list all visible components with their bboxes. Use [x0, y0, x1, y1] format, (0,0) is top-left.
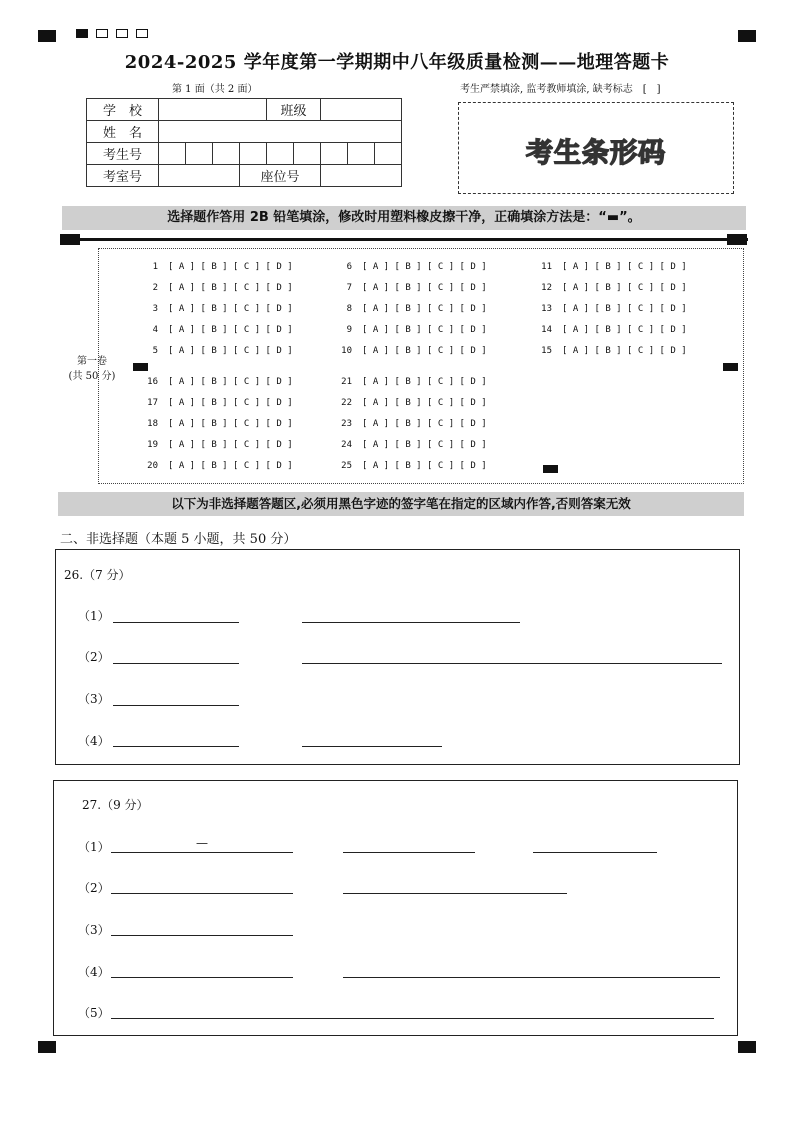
- exam-number-digit[interactable]: [159, 143, 186, 165]
- q27-answer-line[interactable]: [343, 977, 720, 978]
- choice-question[interactable]: [134, 419, 293, 429]
- answer-options[interactable]: [ A ] [ B ] [ C ] [ D ]: [562, 304, 687, 314]
- barcode-area: [458, 102, 734, 194]
- volume-label-line2: (共 50 分): [68, 371, 116, 382]
- q26-sub-1-label: （1）: [78, 609, 110, 623]
- question-26-title: 26.（7 分）: [64, 568, 131, 582]
- exam-number-label: 考生号: [87, 143, 159, 165]
- answer-options[interactable]: [ A ] [ B ] [ C ] [ D ]: [362, 325, 487, 335]
- question-27-answer-box: [53, 780, 738, 1036]
- q26-sub-2-label: （2）: [78, 650, 110, 664]
- question-number: 3: [152, 304, 158, 314]
- question-number: 24: [341, 440, 352, 450]
- question-number: 1: [152, 262, 158, 272]
- registration-mark-bottom-left: [38, 1041, 56, 1053]
- exam-number-digit[interactable]: [321, 143, 348, 165]
- volume-label: [60, 354, 124, 384]
- timing-mark: [723, 363, 738, 371]
- barcode-label: 考生条形码: [526, 138, 666, 169]
- question-number: 12: [541, 283, 552, 293]
- q27-answer-line[interactable]: [343, 893, 567, 894]
- choice-question[interactable]: [528, 283, 687, 293]
- exam-number-digit[interactable]: [213, 143, 240, 165]
- question-number: 21: [341, 377, 352, 387]
- page-indicator-square-3: [116, 29, 128, 38]
- exam-number-digit[interactable]: [375, 143, 402, 165]
- question-number: 5: [152, 346, 158, 356]
- class-field[interactable]: [321, 99, 402, 121]
- question-27-title: 27.（9 分）: [82, 798, 149, 812]
- q27-sub-2-label: （2）: [78, 881, 110, 895]
- choice-question[interactable]: [528, 325, 687, 335]
- answer-options[interactable]: [ A ] [ B ] [ C ] [ D ]: [168, 419, 293, 429]
- timing-mark-right: [727, 234, 747, 245]
- choice-question[interactable]: [134, 377, 293, 387]
- q27-sub-3-label: （3）: [78, 923, 110, 937]
- class-label: 班级: [267, 99, 321, 121]
- exam-number-digit[interactable]: [240, 143, 267, 165]
- choice-question[interactable]: [134, 325, 293, 335]
- choice-question[interactable]: [328, 377, 487, 387]
- choice-question[interactable]: [528, 346, 687, 356]
- q26-sub-3-label: （3）: [78, 692, 110, 706]
- question-number: 8: [346, 304, 352, 314]
- choice-question[interactable]: [134, 262, 293, 272]
- choice-question[interactable]: [328, 346, 487, 356]
- page-indicator-square-2: [96, 29, 108, 38]
- answer-options[interactable]: [ A ] [ B ] [ C ] [ D ]: [562, 325, 687, 335]
- choice-question[interactable]: [328, 461, 487, 471]
- choice-question[interactable]: [528, 304, 687, 314]
- question-number: 16: [147, 377, 158, 387]
- q27-answer-line[interactable]: [111, 893, 293, 894]
- q26-sub-4-label: （4）: [78, 734, 110, 748]
- q27-answer-line[interactable]: [111, 852, 293, 853]
- question-number: 14: [541, 325, 552, 335]
- answer-options[interactable]: [ A ] [ B ] [ C ] [ D ]: [362, 461, 487, 471]
- answer-options[interactable]: [ A ] [ B ] [ C ] [ D ]: [362, 262, 487, 272]
- choice-question[interactable]: [134, 398, 293, 408]
- answer-options[interactable]: [ A ] [ B ] [ C ] [ D ]: [168, 346, 293, 356]
- name-field[interactable]: [159, 121, 402, 143]
- question-number: 11: [541, 262, 552, 272]
- choice-question[interactable]: [328, 262, 487, 272]
- absence-marker-note: 考生严禁填涂, 监考教师填涂, 缺考标志 [ ]: [460, 84, 661, 95]
- room-field[interactable]: [159, 165, 240, 187]
- choice-question[interactable]: [328, 325, 487, 335]
- answer-options[interactable]: [ A ] [ B ] [ C ] [ D ]: [562, 262, 687, 272]
- choice-question[interactable]: [328, 283, 487, 293]
- q27-answer-line[interactable]: [111, 977, 293, 978]
- timing-mark-left: [60, 234, 80, 245]
- choice-question[interactable]: [328, 398, 487, 408]
- question-number: 15: [541, 346, 552, 356]
- answer-options[interactable]: [ A ] [ B ] [ C ] [ D ]: [362, 304, 487, 314]
- timing-mark: [133, 363, 148, 371]
- answer-options[interactable]: [ A ] [ B ] [ C ] [ D ]: [168, 377, 293, 387]
- section-two-title: 二、非选择题（本题 5 小题，共 50 分）: [60, 532, 297, 547]
- choice-question[interactable]: [134, 304, 293, 314]
- q26-answer-line[interactable]: [113, 663, 239, 664]
- q26-answer-line[interactable]: [302, 663, 722, 664]
- q27-sub-5-label: （5）: [78, 1006, 110, 1020]
- page-number-note: 第 1 面（共 2 面）: [172, 84, 258, 95]
- choice-question[interactable]: [134, 346, 293, 356]
- student-info-table: [86, 98, 402, 187]
- room-label: 考室号: [87, 165, 159, 187]
- registration-mark-top-right: [738, 30, 756, 42]
- seat-field[interactable]: [321, 165, 402, 187]
- q27-answer-line[interactable]: [111, 1018, 714, 1019]
- question-number: 22: [341, 398, 352, 408]
- page-title: 2024-2025 学年度第一学期期中八年级质量检测——地理答题卡: [124, 52, 670, 73]
- answer-options[interactable]: [ A ] [ B ] [ C ] [ D ]: [362, 419, 487, 429]
- answer-options[interactable]: [ A ] [ B ] [ C ] [ D ]: [362, 283, 487, 293]
- question-number: 19: [147, 440, 158, 450]
- answer-options[interactable]: [ A ] [ B ] [ C ] [ D ]: [168, 304, 293, 314]
- choice-question[interactable]: [134, 283, 293, 293]
- page-indicator-square-1: [76, 29, 88, 38]
- answer-options[interactable]: [ A ] [ B ] [ C ] [ D ]: [562, 283, 687, 293]
- exam-number-digit[interactable]: [186, 143, 213, 165]
- question-number: 10: [341, 346, 352, 356]
- registration-mark-top-left: [38, 30, 56, 42]
- q27-answer-line[interactable]: [533, 852, 657, 853]
- answer-options[interactable]: [ A ] [ B ] [ C ] [ D ]: [168, 440, 293, 450]
- choice-question[interactable]: [328, 419, 487, 429]
- question-number: 23: [341, 419, 352, 429]
- page-indicator-square-4: [136, 29, 148, 38]
- exam-number-digit[interactable]: [348, 143, 375, 165]
- answer-options[interactable]: [ A ] [ B ] [ C ] [ D ]: [168, 262, 293, 272]
- answer-options[interactable]: [ A ] [ B ] [ C ] [ D ]: [362, 377, 487, 387]
- seat-label: 座位号: [240, 165, 321, 187]
- question-number: 7: [346, 283, 352, 293]
- q26-answer-line[interactable]: [113, 746, 239, 747]
- answer-options[interactable]: [ A ] [ B ] [ C ] [ D ]: [362, 440, 487, 450]
- question-number: 2: [152, 283, 158, 293]
- answer-options[interactable]: [ A ] [ B ] [ C ] [ D ]: [168, 283, 293, 293]
- answer-options[interactable]: [ A ] [ B ] [ C ] [ D ]: [168, 325, 293, 335]
- question-number: 4: [152, 325, 158, 335]
- answer-options[interactable]: [ A ] [ B ] [ C ] [ D ]: [562, 346, 687, 356]
- question-number: 25: [341, 461, 352, 471]
- separator-line: [60, 238, 748, 241]
- question-number: 20: [147, 461, 158, 471]
- timing-mark: [543, 465, 558, 473]
- q26-answer-line[interactable]: [113, 622, 239, 623]
- choice-question[interactable]: [134, 440, 293, 450]
- registration-mark-bottom-right: [738, 1041, 756, 1053]
- question-number: 18: [147, 419, 158, 429]
- question-26-answer-box: [55, 549, 740, 765]
- exam-number-digit[interactable]: [267, 143, 294, 165]
- name-label: 姓 名: [87, 121, 159, 143]
- question-number: 13: [541, 304, 552, 314]
- choice-question[interactable]: [134, 461, 293, 471]
- q27-sub-1-label: （1）: [78, 840, 110, 854]
- choice-question[interactable]: [328, 304, 487, 314]
- q26-answer-line[interactable]: [302, 746, 442, 747]
- school-field[interactable]: [159, 99, 267, 121]
- question-number: 6: [346, 262, 352, 272]
- q27-dash-mark: —: [196, 836, 208, 850]
- q27-sub-4-label: （4）: [78, 965, 110, 979]
- q27-answer-line[interactable]: [111, 935, 293, 936]
- school-label: 学 校: [87, 99, 159, 121]
- answer-options[interactable]: [ A ] [ B ] [ C ] [ D ]: [168, 461, 293, 471]
- volume-label-line1: 第一卷: [77, 356, 107, 367]
- question-number: 9: [346, 325, 352, 335]
- answer-options[interactable]: [ A ] [ B ] [ C ] [ D ]: [362, 346, 487, 356]
- answer-options[interactable]: [ A ] [ B ] [ C ] [ D ]: [168, 398, 293, 408]
- exam-number-digit[interactable]: [294, 143, 321, 165]
- choice-question[interactable]: [528, 262, 687, 272]
- q26-answer-line[interactable]: [302, 622, 520, 623]
- question-number: 17: [147, 398, 158, 408]
- choice-question[interactable]: [328, 440, 487, 450]
- answer-options[interactable]: [ A ] [ B ] [ C ] [ D ]: [362, 398, 487, 408]
- q27-answer-line[interactable]: [343, 852, 475, 853]
- choice-instructions-banner: 选择题作答用 2B 铅笔填涂，修改时用塑料橡皮擦干净，正确填涂方法是：“▬”。: [62, 206, 746, 230]
- q26-answer-line[interactable]: [113, 705, 239, 706]
- nonchoice-instructions-banner: 以下为非选择题答题区,必须用黑色字迹的签字笔在指定的区域内作答,否则答案无效: [58, 492, 744, 516]
